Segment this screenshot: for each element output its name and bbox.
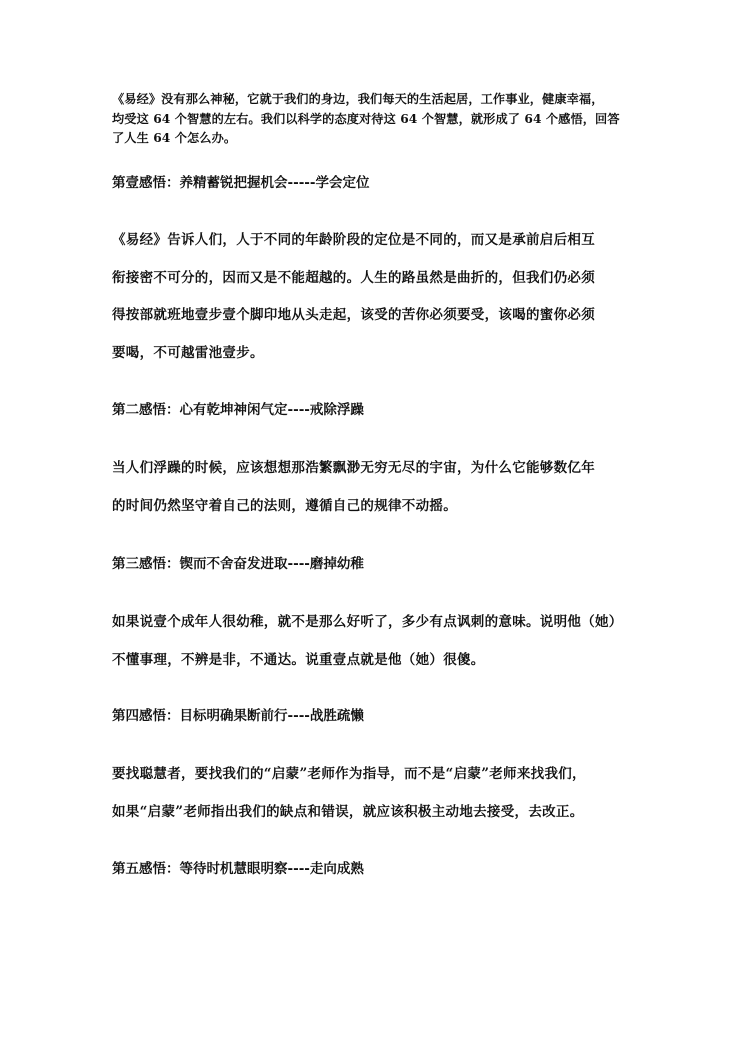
- section-body-3: 如果说壹个成年人很幼稚，就不是那么好听了，多少有点讽刺的意味。说明他（她） 不懂事理，不辨是非，不通达。说重壹点就是他（她）很傻。: [112, 614, 623, 668]
- section-heading-3: 第三感悟：锲而不舍奋发进取----磨掉幼稚: [112, 556, 364, 572]
- section-body-4: 要找聪慧者，要找我们的“启蒙”老师作为指导，而不是“启蒙”老师来找我们， 如果“启蒙”老师指出我们的缺点和错误，就应该积极主动地去接受，去改正。: [112, 766, 586, 820]
- section-heading-4: 第四感悟：目标明确果断前行----战胜疏懒: [112, 708, 364, 724]
- section-heading-2: 第二感悟：心有乾坤神闲气定----戒除浮躁: [112, 402, 364, 418]
- section-body-1: 《易经》告诉人们，人于不同的年龄阶段的定位是不同的，而又是承前启后相互 衔接密不可分的，因而又是不能超越的。人生的路虽然是曲折的，但我们仍必须 得按部就班地壹步壹个脚印地从头走起，该受的苦你必须要受，该喝的蜜你必须 要喝，不可越雷池壹步。: [112, 232, 595, 361]
- section-body-2: 当人们浮躁的时候，应该想想那浩繁飘渺无穷无尽的宇宙，为什么它能够数亿年 的时间仍然坚守着自己的法则，遵循自己的规律不动摇。: [112, 460, 595, 514]
- section-heading-1: 第壹感悟：养精蓄锐把握机会-----学会定位: [112, 175, 370, 191]
- section-heading-5: 第五感悟：等待时机慧眼明察----走向成熟: [112, 861, 364, 877]
- intro-paragraph: 《易经》没有那么神秘，它就于我们的身边，我们每天的生活起居，工作事业，健康幸福， 均受这 64 个智慧的左右。我们以科学的态度对待这 64 个智慧，就形成了 64 个感悟，回答 了人生 64 个怎么办。: [112, 92, 620, 145]
